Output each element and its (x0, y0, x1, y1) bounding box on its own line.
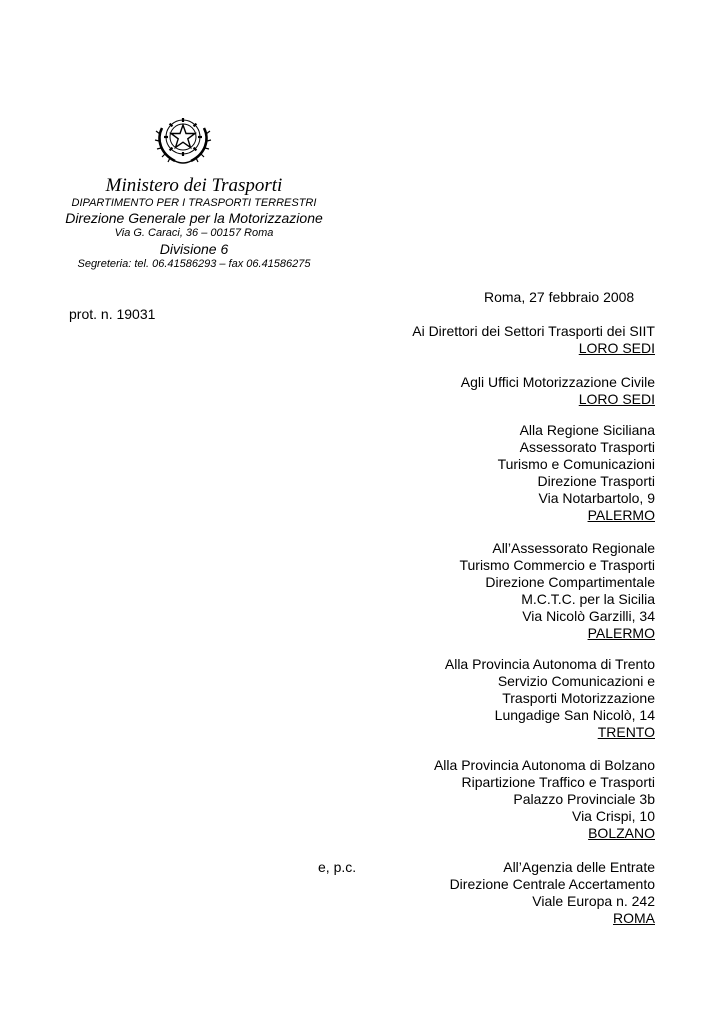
recipient-block (434, 757, 655, 842)
recipient-line: M.C.T.C. per la Sicilia (521, 591, 655, 607)
recipient-line: Alla Regione Siciliana (519, 422, 655, 438)
recipient-line: All’Agenzia delle Entrate (503, 859, 655, 875)
recipient-line: Agli Uffici Motorizzazione Civile (460, 374, 655, 390)
recipient-line: Via Notarbartolo, 9 (538, 490, 655, 506)
recipient-city: BOLZANO (588, 825, 655, 841)
recipient-line: Turismo e Comunicazioni (497, 456, 655, 472)
recipient-line: Trasporti Motorizzazione (502, 690, 655, 706)
ministry-title: Ministero dei Trasporti (105, 175, 283, 196)
recipient-line: Palazzo Provinciale 3b (513, 791, 655, 807)
recipient-line: Servizio Comunicazioni e (497, 673, 655, 689)
recipient-city: ROMA (613, 910, 655, 926)
cc-label: e, p.c. (318, 859, 357, 875)
secretariat-contacts: Segreteria: tel. 06.41586293 – fax 06.41586275 (77, 258, 311, 270)
recipient-line: Via Crispi, 10 (571, 808, 655, 824)
recipient-line: Direzione Trasporti (537, 473, 655, 489)
directorate-name: Direzione Generale per la Motorizzazione (65, 210, 323, 226)
recipient-line: Direzione Centrale Accertamento (449, 876, 655, 892)
recipient-line: Turismo Commercio e Trasporti (459, 557, 655, 573)
recipient-line: Lungadige San Nicolò, 14 (494, 707, 655, 723)
recipient-block (445, 656, 655, 741)
recipient-line: Ai Direttori dei Settori Trasporti dei SIIT (412, 323, 655, 339)
recipient-line: All’Assessorato Regionale (492, 540, 655, 556)
recipient-city: TRENTO (597, 724, 655, 740)
recipient-line: Via Nicolò Garzilli, 34 (522, 608, 655, 624)
division-name: Divisione 6 (159, 241, 229, 257)
recipient-block (459, 540, 655, 642)
recipient-line: Direzione Compartimentale (485, 574, 655, 590)
recipient-line: Viale Europa n. 242 (532, 893, 655, 909)
recipient-line: Ripartizione Traffico e Trasporti (461, 774, 655, 790)
protocol-number: prot. n. 19031 (69, 306, 156, 322)
letter-date: Roma, 27 febbraio 2008 (484, 289, 635, 305)
recipient-line: Alla Provincia Autonoma di Bolzano (433, 757, 655, 773)
recipient-city: LORO SEDI (578, 340, 655, 356)
recipient-block (450, 859, 655, 927)
office-address: Via G. Caraci, 36 – 00157 Roma (114, 227, 274, 239)
recipient-line: Alla Provincia Autonoma di Trento (444, 656, 655, 672)
republic-emblem-icon (153, 106, 213, 166)
recipient-city: PALERMO (587, 507, 655, 523)
recipient-line: Assessorato Trasporti (519, 439, 655, 455)
department-name: DIPARTIMENTO PER I TRASPORTI TERRESTRI (71, 197, 317, 209)
recipient-city: PALERMO (587, 625, 655, 641)
recipient-block (461, 374, 655, 408)
recipient-block (498, 422, 655, 524)
recipient-city: LORO SEDI (578, 391, 655, 407)
recipient-block (412, 323, 655, 357)
